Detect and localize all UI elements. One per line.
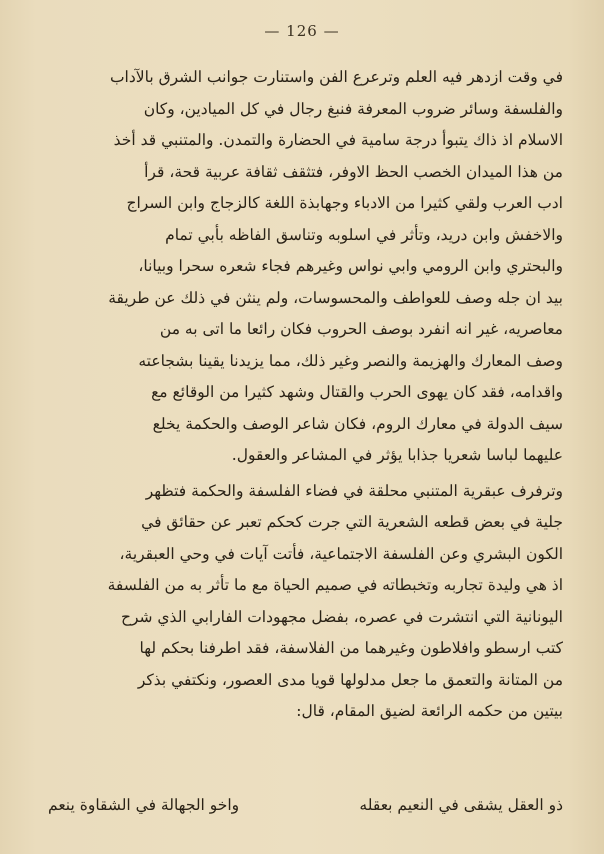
text-line: والفلسفة وسائر ضروب المعرفة فنبغ رجال في كل الميادين، وكان [143, 99, 563, 118]
text-line: والاخفش وابن دريد، وتأثر في اسلوبه وتناسق الفاظه بأبي تمام [165, 225, 563, 244]
paragraph-1 [48, 62, 563, 472]
text-line: كتب ارسطو وافلاطون وغيرهما من الفلاسفة، فقد اطرفنا بحكم لها [139, 639, 563, 657]
body-text [48, 62, 563, 728]
text-line: جلية في بعض قطعه الشعرية التي جرت كحكم تعبر عن حقائق في [141, 513, 563, 531]
text-line: معاصريه، غير انه انفرد بوصف الحروب فكان رائعا ما اتى به من [159, 320, 563, 338]
page-number: — 126 — [264, 22, 340, 40]
text-line: الاسلام اذ ذاك يتبوأ درجة سامية في الحضارة والتمدن. والمتنبي قد أخذ [113, 131, 563, 149]
text-line: وصف المعارك والهزيمة والنصر وغير ذلك، مما يزيدنا يقينا بشجاعته [138, 351, 563, 370]
text-line: والبحتري وابن الرومي وابي نواس وغيرهم فجاء شعره سحرا وبيانا، [138, 257, 563, 275]
text-line: بيد ان جله وصف للعواطف والمحسوسات، ولم ينثن في ذلك عن طريقة [108, 288, 563, 307]
verse-second-hemistich: واخو الجهالة في الشقاوة ينعم [48, 796, 240, 814]
text-line: وترفرف عبقرية المتنبي محلقة في فضاء الفلسفة والحكمة فتظهر [145, 481, 563, 500]
text-line: من المتانة والتعمق ما جعل مدلولها قويا مدى العصور، ونكتفي بذكر [137, 670, 563, 689]
paragraph-2 [48, 476, 563, 728]
text-line: واقدامه، فقد كان يهوى الحرب والقتال وشهد كثيرا من الوقائع مع [151, 383, 563, 401]
text-line: اذ هي وليدة تجاربه وتخبطاته في صميم الحياة مع ما تأثر به من الفلسفة [107, 576, 563, 594]
text-line: ادب العرب ولقي كثيرا من الادباء وجهابذة اللغة كالزجاج وابن السراج [126, 194, 563, 212]
text-line: من هذا الميدان الخصب الحظ الاوفر، فتثقف ثقافة عربية قحة، قرأ [144, 162, 563, 181]
verse-first-hemistich: ذو العقل يشقى في النعيم بعقله [359, 796, 563, 814]
text-line: اليونانية التي انتشرت في عصره، بفضل مجهودات الفارابي الذي شرح [120, 607, 563, 626]
text-line: الكون البشري وعن الفلسفة الاجتماعية، فأتت آيات في وحي العبقرية، [119, 544, 563, 563]
poetry-verse [48, 796, 563, 814]
text-line: بيتين من حكمه الرائعة لضيق المقام، قال: [296, 702, 563, 720]
text-line: في وقت ازدهر فيه العلم وترعرع الفن واستنارت جوانب الشرق بالآداب [109, 68, 563, 86]
text-line: عليهما لباسا شعريا جذابا يؤثر في المشاعر والعقول. [231, 446, 563, 464]
text-line: سيف الدولة في معارك الروم، فكان شاعر الوصف والحكمة يخلع [152, 414, 563, 433]
